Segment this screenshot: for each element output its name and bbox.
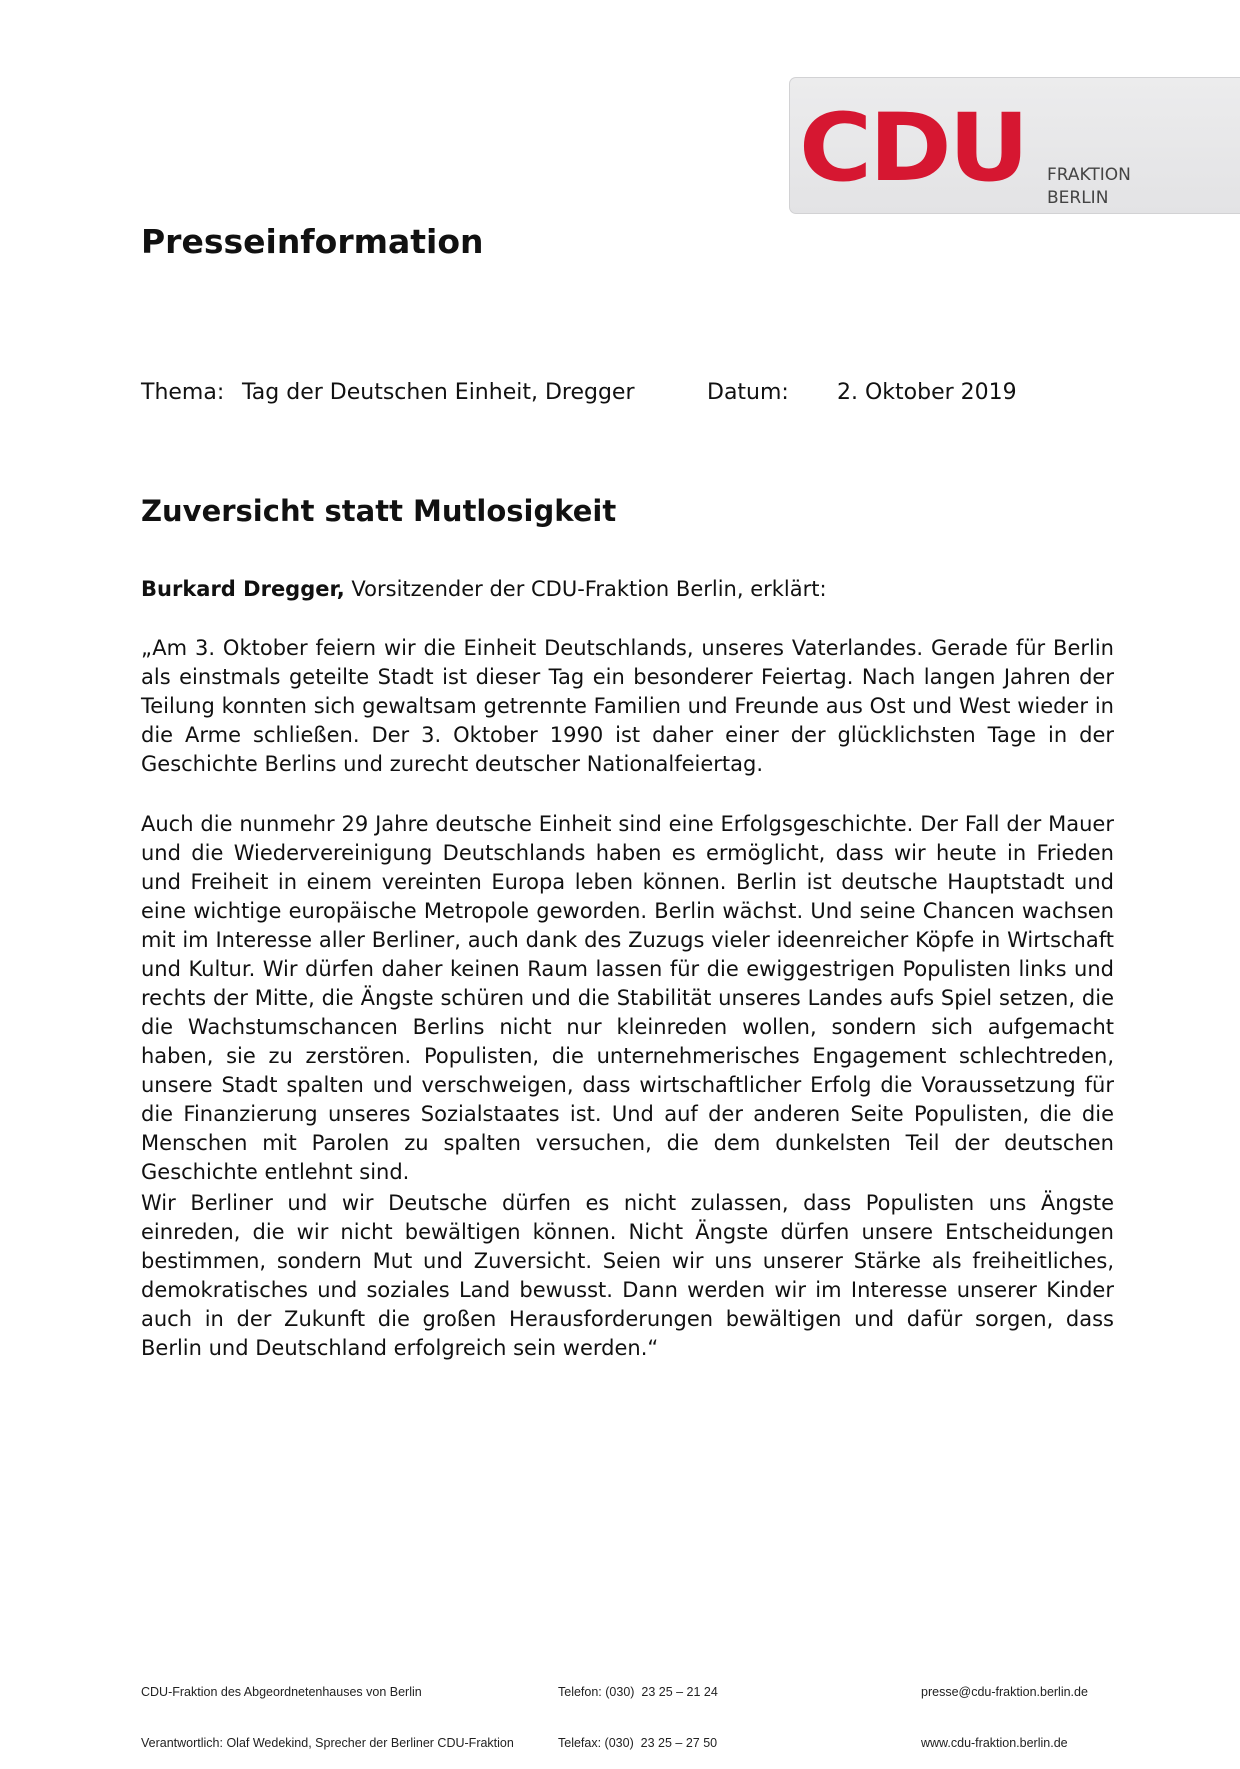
thema-value: Tag der Deutschen Einheit, Dregger — [242, 380, 635, 405]
speaker-role: Vorsitzender der CDU-Fraktion Berlin, erklärt: — [344, 577, 827, 601]
speaker-name: Burkard Dregger, — [141, 577, 345, 601]
paragraph-1: „Am 3. Oktober feiern wir die Einheit Deutschlands, unseres Vaterlandes. Gerade für Berlin als einstmals geteilte Stadt ist dieser Tag ein besonderer Feiertag. Nach langen Jahren der Teilung konnten sich gewaltsam getrennte Familien und Freunde aus Ost und West wieder in die Arme schließen. Der 3. Oktober 1990 ist daher einer der glücklichsten Tage in der Geschichte Berlins und zurecht deutscher Nationalfeiertag. — [141, 636, 1114, 776]
logo-cdu-text: CDU — [799, 94, 1027, 203]
logo-subtitle — [1047, 164, 1131, 210]
footer-contact-block — [558, 1650, 718, 1769]
footer-phone: Telefon: (030) 23 25 – 21 24 — [558, 1685, 718, 1699]
cdu-logo — [789, 77, 1240, 214]
footer-website[interactable]: www.cdu-fraktion.berlin.de — [921, 1736, 1068, 1750]
thema-label: Thema: — [141, 380, 225, 405]
datum-label: Datum: — [707, 380, 789, 405]
footer-web-block — [921, 1650, 1088, 1769]
footer-email[interactable]: presse@cdu-fraktion.berlin.de — [921, 1685, 1088, 1699]
document-title: Presseinformation — [141, 222, 484, 261]
logo-line-fraktion: FRAKTION — [1047, 165, 1131, 185]
logo-line-berlin: BERLIN — [1047, 188, 1109, 208]
footer-fax: Telefax: (030) 23 25 – 27 50 — [558, 1736, 718, 1750]
paragraph-2: Auch die nunmehr 29 Jahre deutsche Einheit sind eine Erfolgsgeschichte. Der Fall der Mauer und die Wiedervereinigung Deutschlands haben es ermöglicht, dass wir heute in Frieden und Freiheit in einem vereinten Europa leben können. Berlin ist deutsche Hauptstadt und eine wichtige europäische Metropole geworden. Berlin wächst. Und seine Chancen wachsen mit im Interesse aller Berliner, auch dank des Zuzugs vieler ideenreicher Köpfe in Wirtschaft und Kultur. Wir dürfen daher keinen Raum lassen für die ewiggestrigen Populisten links und rechts der Mitte, die Ängste schüren und die Stabilität unseres Landes aufs Spiel setzen, die die Wachstumschancen Berlins nicht nur kleinreden wollen, sondern sich aufgemacht haben, sie zu zerstören. Populisten, die unternehmerisches Engagement schlechtreden, unsere Stadt spalten und verschweigen, dass wirtschaftlicher Erfolg die Voraussetzung für die Finanzierung unseres Sozialstaates ist. Und auf der anderen Seite Populisten, die die Menschen mit Parolen zu spalten versuchen, die dem dunkelsten Teil der deutschen Geschichte entlehnt sind. — [141, 812, 1114, 1184]
footer-responsible: Verantwortlich: Olaf Wedekind, Sprecher der Berliner CDU-Fraktion — [141, 1736, 514, 1750]
footer-org: CDU-Fraktion des Abgeordnetenhauses von Berlin — [141, 1685, 422, 1699]
paragraph-3: Wir Berliner und wir Deutsche dürfen es nicht zulassen, dass Populisten uns Ängste einreden, die wir nicht bewältigen können. Nicht Ängste dürfen unsere Entscheidungen bestimmen, sondern Mut und Zuversicht. Seien wir uns unserer Stärke als freiheitliches, demokratisches und soziales Land bewusst. Dann werden wir im Interesse unserer Kinder auch in der Zukunft die großen Herausforderungen bewältigen und dafür sorgen, dass Berlin und Deutschland erfolgreich sein werden.“ — [141, 1191, 1114, 1360]
footer-org-block — [141, 1650, 514, 1769]
datum-value: 2. Oktober 2019 — [837, 380, 1017, 405]
headline: Zuversicht statt Mutlosigkeit — [141, 494, 617, 528]
intro-line — [141, 577, 827, 601]
